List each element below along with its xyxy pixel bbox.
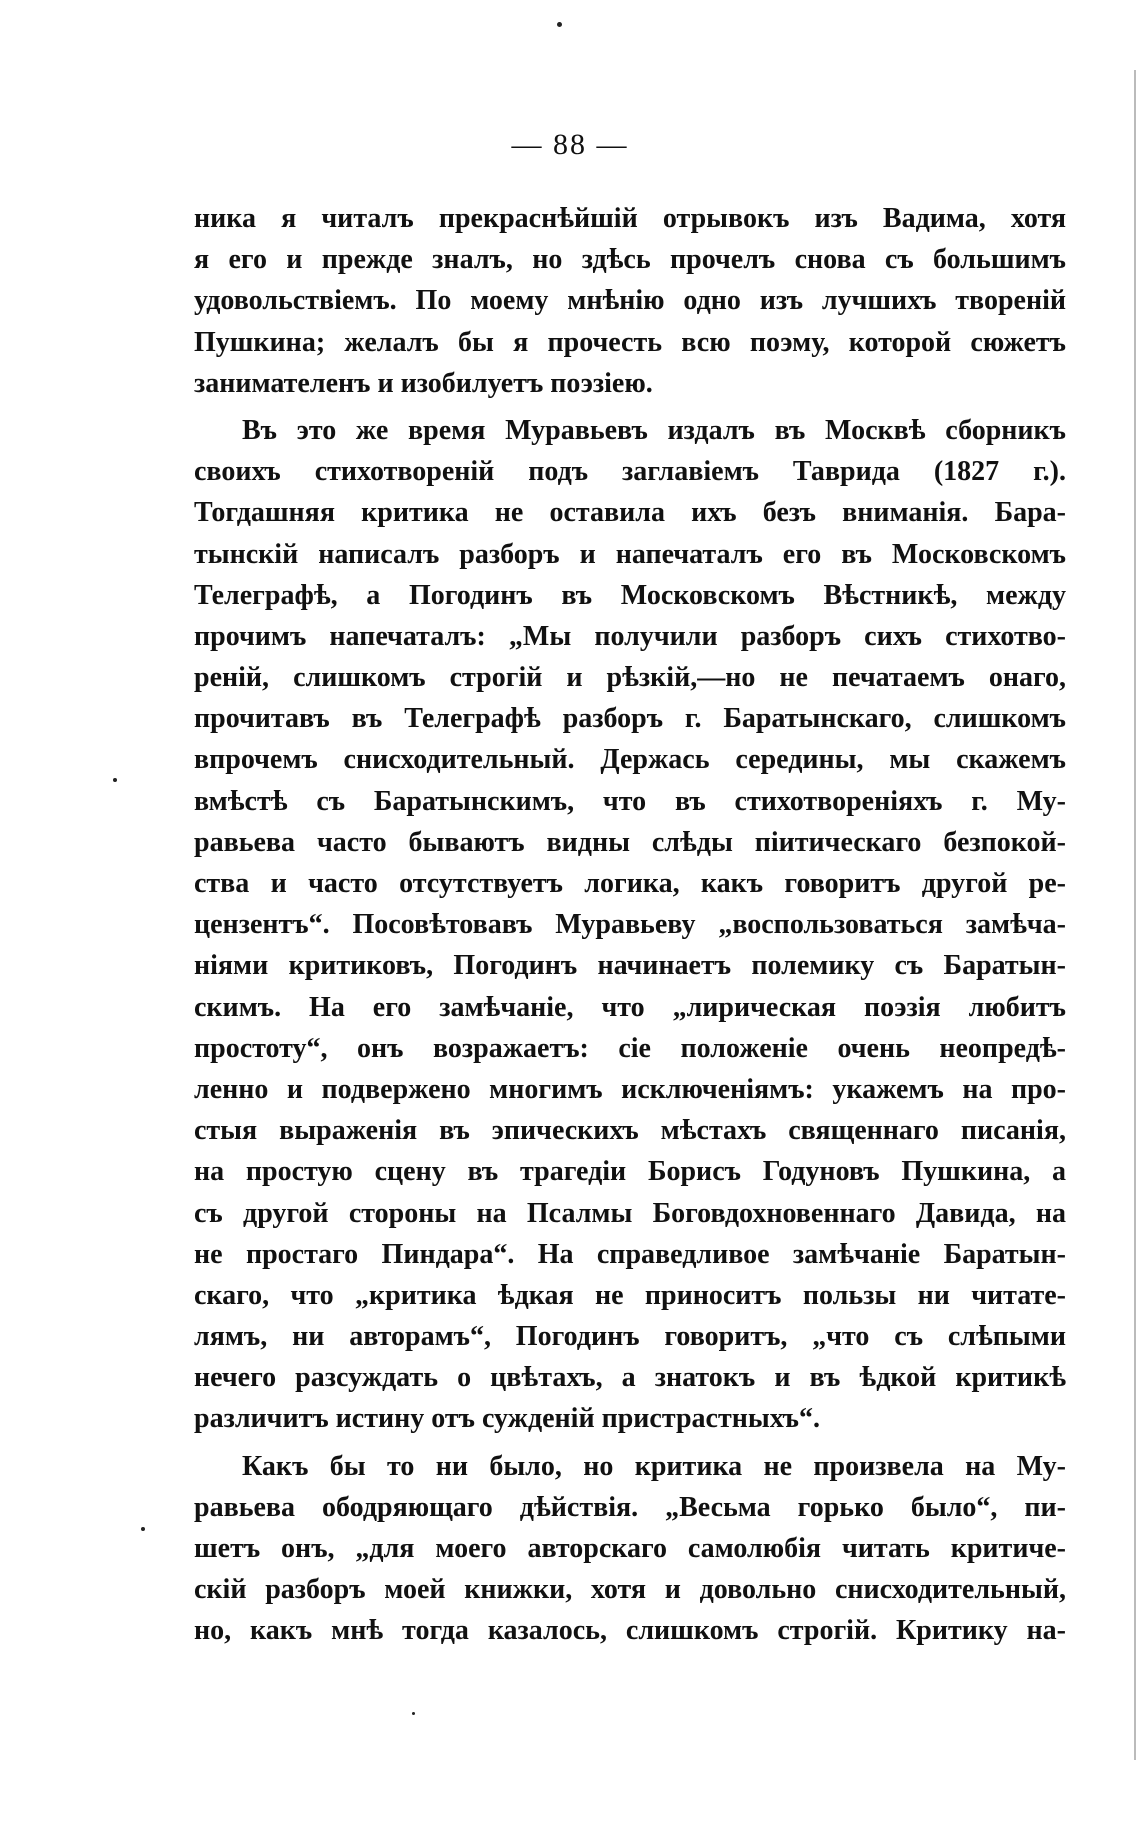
paragraph-2 [194, 410, 1066, 1440]
text-line: прочитавъ въ Телеграфѣ разборъ г. Баратынскаго, слишкомъ [194, 703, 1066, 735]
text-line: ника я читалъ прекраснѣйшій отрывокъ изъ Вадима, хотя [194, 203, 1066, 234]
text-line: своихъ стихотвореній подъ заглавіемъ Таврида (1827 г.). [194, 456, 1066, 488]
text-line: Телеграфѣ, а Погодинъ въ Московскомъ Вѣстникѣ, между [194, 579, 1066, 611]
text-line: скій разборъ моей книжки, хотя и довольно снисходительный, [194, 1574, 1066, 1606]
text-line: реній, слишкомъ строгій и рѣзкій,—но не печатаемъ онаго, [194, 662, 1066, 694]
text-line: стыя выраженія въ эпическихъ мѣстахъ священнаго писанія, [194, 1115, 1066, 1147]
text-line: различитъ истину отъ сужденій пристрастныхъ“. [194, 1403, 820, 1435]
text-line: вмѣстѣ съ Баратынскимъ, что въ стихотвореніяхъ г. Му- [194, 785, 1066, 817]
text-line: скаго, что „критика ѣдкая не приноситъ пользы ни читате- [194, 1279, 1066, 1311]
page-edge [1134, 70, 1136, 1760]
text-line: шетъ онъ, „для моего авторскаго самолюбія читать критиче- [194, 1533, 1066, 1564]
text-line: Тогдашняя критика не оставила ихъ безъ вниманія. Бара- [194, 497, 1066, 529]
text-line: лямъ, ни авторамъ“, Погодинъ говоритъ, „что съ слѣпыми [194, 1321, 1066, 1353]
text-line: равьева ободряющаго дѣйствія. „Весьма горько было“, пи- [194, 1491, 1066, 1523]
text-line: цензентъ“. Посовѣтовавъ Муравьеву „воспользоваться замѣча- [194, 909, 1066, 941]
scan-speck [412, 1712, 415, 1715]
text-line: съ другой стороны на Псалмы Боговдохновеннаго Давида, на [194, 1197, 1066, 1229]
text-line: занимателенъ и изобилуетъ поэзіею. [194, 367, 653, 399]
text-line: простоту“, онъ возражаетъ: сіе положеніе очень неопредѣ- [194, 1032, 1066, 1064]
text-line: тынскій написалъ разборъ и напечаталъ его въ Московскомъ [194, 538, 1066, 570]
text-line: Въ это же время Муравьевъ издалъ въ Москвѣ сборникъ [242, 414, 1066, 446]
text-line: ства и часто отсутствуетъ логика, какъ говоритъ другой ре- [194, 868, 1066, 899]
text-line: не простаго Пиндара“. На справедливое замѣчаніе Баратын- [194, 1238, 1066, 1270]
text-line: Какъ бы то ни было, но критика не произвела на Му- [242, 1450, 1066, 1482]
text-line: удовольствіемъ. По моему мнѣнію одно изъ лучшихъ твореній [194, 285, 1066, 317]
text-line: но, какъ мнѣ тогда казалось, слишкомъ строгій. Критику на- [194, 1615, 1066, 1647]
text-line: нечего разсуждать о цвѣтахъ, а знатокъ и въ ѣдкой критикѣ [194, 1362, 1066, 1394]
paragraph-1 [194, 198, 1066, 404]
scan-speck [141, 1527, 145, 1531]
text-line: впрочемъ снисходительный. Держась середины, мы скажемъ [194, 744, 1066, 776]
page-number: — 88 — [511, 128, 629, 161]
scan-speck [557, 22, 562, 27]
text-line: на простую сцену въ трагедіи Борисъ Годуновъ Пушкина, а [194, 1156, 1066, 1188]
text-line: ленно и подвержено многимъ исключеніямъ: укажемъ на про- [194, 1073, 1066, 1105]
text-line: Пушкина; желалъ бы я прочесть всю поэму, которой сюжетъ [194, 326, 1066, 358]
text-line: равьева часто бываютъ видны слѣды піитическаго безпокой- [194, 826, 1066, 858]
scan-speck [113, 778, 117, 782]
paragraph-3 [194, 1446, 1066, 1652]
text-line: прочимъ напечаталъ: „Мы получили разборъ сихъ стихотво- [194, 620, 1066, 652]
text-line: ніями критиковъ, Погодинъ начинаетъ полемику съ Баратын- [194, 950, 1066, 982]
body-text [194, 198, 1066, 1652]
text-line: я его и прежде зналъ, но здѣсь прочелъ снова съ большимъ [194, 244, 1066, 276]
text-line: скимъ. На его замѣчаніе, что „лирическая поэзія любитъ [194, 991, 1066, 1023]
